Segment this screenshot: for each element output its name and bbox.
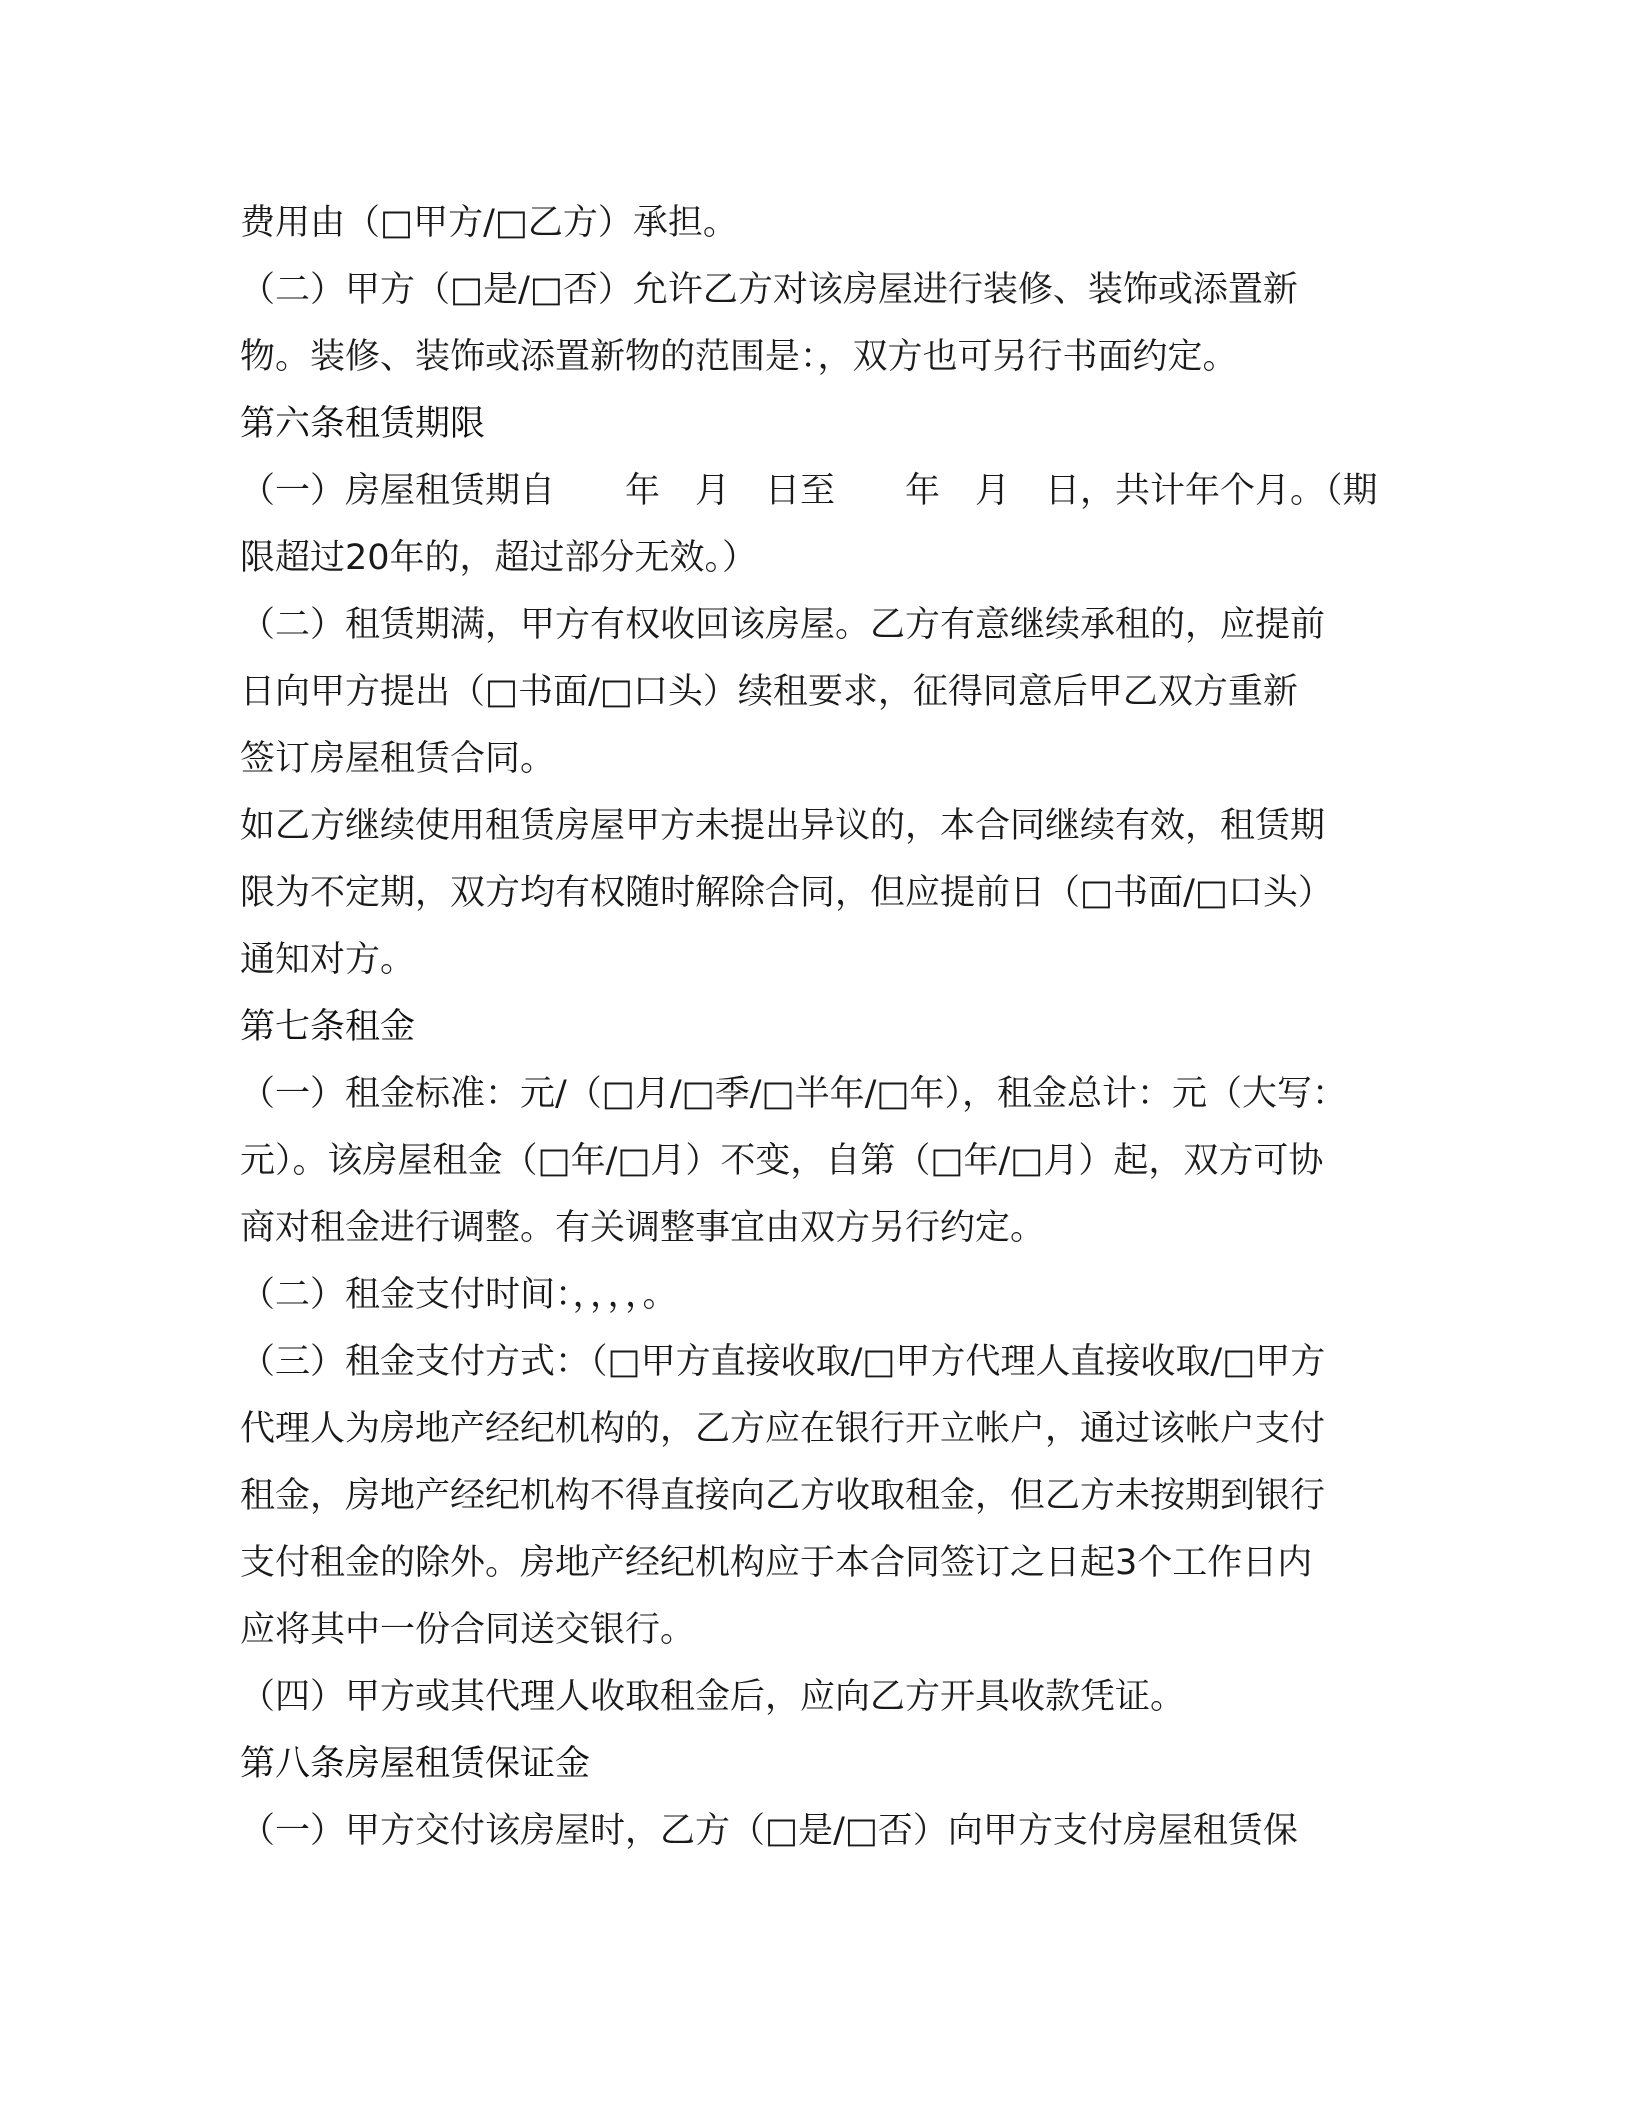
text-line: （一）租金标准：元/（□月/□季/□半年/□年），租金总计：元（大写： (240, 1074, 1347, 1114)
text-line: 限超过20年的，超过部分无效。） (240, 538, 758, 578)
text-line: （一）甲方交付该房屋时，乙方（□是/□否）向甲方支付房屋租赁保 (240, 1811, 1298, 1851)
text-line: 日向甲方提出（□书面/□口头）续租要求，征得同意后甲乙双方重新 (240, 672, 1298, 712)
text-line: 限为不定期，双方均有权随时解除合同，但应提前日（□书面/□口头） (240, 873, 1333, 913)
text-line: 代理人为房地产经纪机构的，乙方应在银行开立帐户，通过该帐户支付 (240, 1409, 1326, 1449)
text-line: 租金，房地产经纪机构不得直接向乙方收取租金，但乙方未按期到银行 (240, 1476, 1326, 1516)
text-line: 通知对方。 (240, 940, 416, 980)
text-line: 费用由（□甲方/□乙方）承担。 (240, 203, 738, 243)
text-line: 签订房屋租赁合同。 (240, 739, 556, 779)
text-line: （二）租金支付时间：，，，，。 (240, 1275, 678, 1315)
text-line: （二）甲方（□是/□否）允许乙方对该房屋进行装修、装饰或添置新 (240, 270, 1298, 310)
text-line: （二）租赁期满，甲方有权收回该房屋。乙方有意继续承租的，应提前 (240, 605, 1326, 645)
text-line: （四）甲方或其代理人收取租金后，应向乙方开具收款凭证。 (240, 1677, 1186, 1717)
text-line: （一）房屋租赁期自 年 月 日至 年 月 日，共计年个月。（期 (240, 471, 1378, 511)
section-heading: 第六条租赁期限 (240, 404, 486, 444)
text-line: （三）租金支付方式：（□甲方直接收取/□甲方代理人直接收取/□甲方 (240, 1342, 1326, 1382)
text-line: 如乙方继续使用租赁房屋甲方未提出异议的，本合同继续有效，租赁期 (240, 806, 1326, 846)
section-heading: 第八条房屋租赁保证金 (240, 1744, 591, 1784)
contract-text (240, 190, 1390, 1865)
text-line: 元）。该房屋租金（□年/□月）不变，自第（□年/□月）起，双方可协 (240, 1141, 1324, 1181)
text-line: 应将其中一份合同送交银行。 (240, 1610, 696, 1650)
text-line: 支付租金的除外。房地产经纪机构应于本合同签订之日起3个工作日内 (240, 1543, 1313, 1583)
text-line: 物。装修、装饰或添置新物的范围是：，双方也可另行书面约定。 (240, 337, 1238, 377)
text-line: 商对租金进行调整。有关调整事宜由双方另行约定。 (240, 1208, 1046, 1248)
section-heading: 第七条租金 (240, 1007, 416, 1047)
